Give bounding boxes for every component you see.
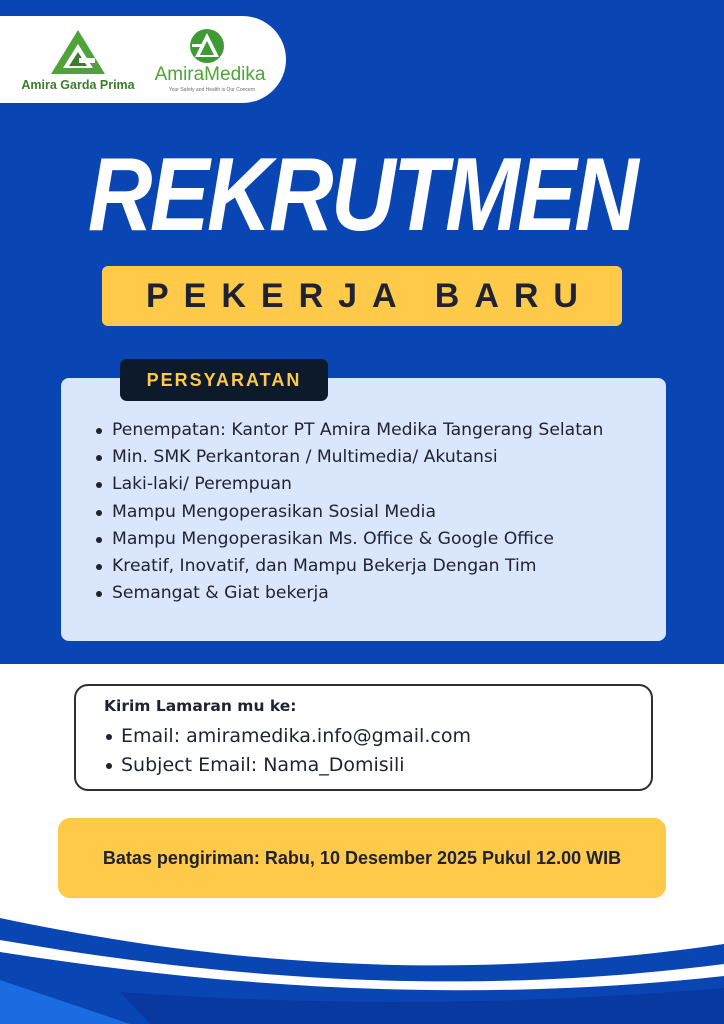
amira-medika-logo (150, 28, 270, 102)
requirements-heading: PERSYARATAN (146, 370, 302, 390)
application-heading: Kirim Lamaran mu ke: (104, 697, 297, 715)
requirements-list (94, 417, 654, 607)
amira-medika-logo-text: AmiraMedika (154, 64, 266, 85)
decorative-wave-footer (0, 900, 724, 1024)
application-email: Email: amiramedika.info@gmail.com (104, 722, 471, 751)
list-item: Laki-laki/ Perempuan (94, 471, 654, 498)
list-item: Min. SMK Perkantoran / Multimedia/ Akutansi (94, 444, 654, 471)
amira-medika-circle-icon (188, 28, 226, 64)
list-item: Mampu Mengoperasikan Sosial Media (94, 499, 654, 526)
application-subject: Subject Email: Nama_Domisili (104, 751, 471, 780)
amira-medika-tagline: Your Safety and Health is Our Concern (168, 87, 256, 93)
list-item: Semangat & Giat bekerja (94, 580, 654, 607)
amira-garda-prima-logo (16, 28, 140, 98)
list-item: Penempatan: Kantor PT Amira Medika Tangerang Selatan (94, 417, 654, 444)
application-list (104, 722, 471, 780)
agp-logo-text: Amira Garda Prima (21, 78, 135, 92)
subtitle-text: PEKERJA BARU (145, 277, 593, 315)
agp-triangle-icon (49, 28, 107, 76)
requirements-heading-badge (120, 359, 328, 401)
deadline-banner (58, 818, 666, 898)
list-item: Kreatif, Inovatif, dan Mampu Bekerja Dengan Tim (94, 553, 654, 580)
list-item: Mampu Mengoperasikan Ms. Office & Google Office (94, 526, 654, 553)
logo-panel (0, 16, 286, 103)
subtitle-banner (102, 266, 622, 326)
deadline-text: Batas pengiriman: Rabu, 10 Desember 2025 Pukul 12.00 WIB (102, 848, 622, 868)
page-title: REKRUTMEN (87, 137, 637, 253)
